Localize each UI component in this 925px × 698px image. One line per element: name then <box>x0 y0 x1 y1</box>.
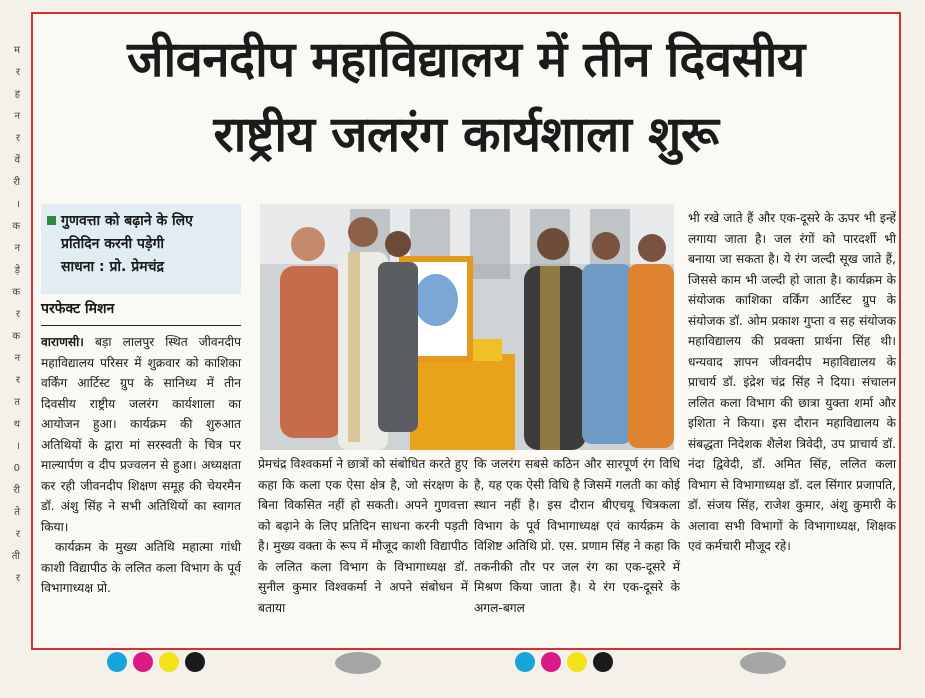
square-bullet-icon <box>47 216 56 225</box>
pull-quote-line-1: गुणवत्ता को बढ़ाने के लिए <box>61 213 193 229</box>
pull-quote-box <box>41 204 241 294</box>
column-4: भी रखे जाते हैं और एक-दूसरे के ऊपर भी इन्हें लगाया जाता है। जल रंगों को पारदर्शी भी बनाया जा सकता है। ये रंग जल्दी सूख जाते हैं, जिससे काम भी जल्दी हो जाता है। कार्यक्रम के संयोजक काशिका वर्किंग आर्टिस्ट ग्रुप के संयोजक डॉ. ओम प्रकाश गुप्ता व सह संयोजक महाविद्यालय की प्रवक्ता प्रार्थना सिंह थी। धन्यवाद ज्ञापन जीवनदीप महाविद्यालय के प्राचार्य डॉ. इंद्रेश चंद्र सिंह ने दिया। संचालन ललित कला विभाग की छात्रा युक्ता शर्मा और इशिता ने किया। इस दौरान महाविद्यालय के संबद्धता निदेशक शैलेश त्रिवेदी, उप प्राचार्य डॉ. नंदा द्विवेदी, डॉ. अमित सिंह, ललित कला विभाग से विभागाध्यक्ष डॉ. दल सिंगार प्रजापति, डॉ. संजय सिंह, राजेश कुमार, अंशु कुमारी के अलावा सभी विभागों के विभागाध्यक्ष, शिक्षक एवं कर्मचारी मौजूद रहे। <box>688 211 896 553</box>
event-photo <box>260 204 674 450</box>
column-1 <box>41 332 241 652</box>
event-photo-graphic <box>260 204 674 450</box>
pull-quote-line-2: प्रतिदिन करनी पड़ेगी <box>61 236 164 252</box>
cmyk-registration-marks <box>515 650 613 674</box>
strip-char: ते <box>14 507 20 518</box>
strip-char: री <box>13 485 20 496</box>
strip-char: री <box>13 177 20 188</box>
yellow-dot <box>567 652 587 672</box>
headline-line-2: राष्ट्रीय जलरंग कार्यशाला शुरू <box>213 106 719 163</box>
headline-line-1: जीवनदीप महाविद्यालय में तीन दिवसीय <box>127 31 805 88</box>
cmyk-registration-marks <box>107 650 205 674</box>
strip-char: र <box>15 309 20 320</box>
headline <box>33 22 899 172</box>
strip-char: ड़े <box>14 265 20 276</box>
strip-char: । <box>16 199 20 210</box>
registration-oval <box>335 652 381 674</box>
strip-char: र <box>15 67 20 78</box>
black-dot <box>185 652 205 672</box>
strip-char: थ <box>13 419 20 430</box>
yellow-dot <box>159 652 179 672</box>
strip-char: ती <box>11 551 20 562</box>
cyan-dot <box>107 652 127 672</box>
black-dot <box>593 652 613 672</box>
strip-char: न <box>14 243 20 254</box>
strip-char: त <box>14 397 20 408</box>
strip-char: ह <box>14 89 20 100</box>
strip-char: 0 <box>13 463 20 474</box>
magenta-dot <box>133 652 153 672</box>
strip-char: । <box>16 441 20 452</box>
strip-char: र <box>15 133 20 144</box>
column-2: प्रेमचंद्र विश्वकर्मा ने छात्रों को संबोधित करते हुए कहा कि कला एक ऐसा क्षेत्र है, जो संरक्षण के बिना विकसित नहीं हो सकती। अपने गुणवत्ता को बढ़ाने के लिए प्रतिदिन साधना करनी पड़ती है। मुख्य वक्ता के रूप में मौजूद काशी विद्यापीठ के ललित कला विभाग के विभागाध्यक्ष डॉ. सुनील कुमार विश्वकर्मा ने अपने संबोधन में बताया <box>258 457 468 615</box>
strip-char: र <box>15 573 20 584</box>
strip-char: म <box>14 45 20 56</box>
strip-char: क <box>12 287 20 298</box>
strip-char: र <box>15 529 20 540</box>
strip-char: र <box>15 375 20 386</box>
column-3: कि जलरंग सबसे कठिन और सारपूर्ण रंग विधि है, यह एक ऐसी विधि है जिसमें गलती का कोई स्थान नहीं है। इस दौरान बीएचयू चित्रकला विभाग के पूर्व विभागाध्यक्ष एवं कार्यक्रम के विशिष्ट अतिथि प्रो. एस. प्रणाम सिंह ने कहा कि तकनीकी तौर पर जल रंग का एक-दूसरे में मिश्रण किया जाता है। ये रंग एक-दूसरे के अगल-बगल <box>474 457 680 615</box>
strip-char: क <box>12 221 20 232</box>
news-article <box>31 12 901 650</box>
paragraph: बड़ा लालपुर स्थित जीवनदीप महाविद्यालय परिसर में शुक्रवार को काशिका वर्किंग आर्टिस्ट ग्रुप के सानिध्य में तीन दिवसीय राष्ट्रीय जलरंग कार्यशाला का आयोजन हुआ। कार्यक्रम की शुरुआत अतिथियों के द्वारा मां सरस्वती के चित्र पर माल्यार्पण व दीप प्रज्वलन से हुआ। अध्यक्षता कर रही जीवनदीप शिक्षण समूह की चेयरमैन डॉ. अंशु सिंह ने सभी अतिथियों का स्वागत किया। <box>41 335 241 534</box>
paragraph: कार्यक्रम के मुख्य अतिथि महात्मा गांधी काशी विद्यापीठ के ललित कला विभाग के पूर्व विभागाध्यक्ष प्रो. <box>41 540 241 595</box>
dateline: वाराणसी। <box>41 335 84 349</box>
strip-char: वें <box>14 155 20 166</box>
strip-char: न <box>14 353 20 364</box>
strip-char: न <box>14 111 20 122</box>
adjacent-column-strip <box>0 40 24 630</box>
registration-oval <box>740 652 786 674</box>
magenta-dot <box>541 652 561 672</box>
cyan-dot <box>515 652 535 672</box>
byline: परफेक्ट मिशन <box>41 299 241 326</box>
pull-quote-line-3: साधना : प्रो. प्रेमचंद्र <box>61 259 164 275</box>
strip-char: क <box>12 331 20 342</box>
